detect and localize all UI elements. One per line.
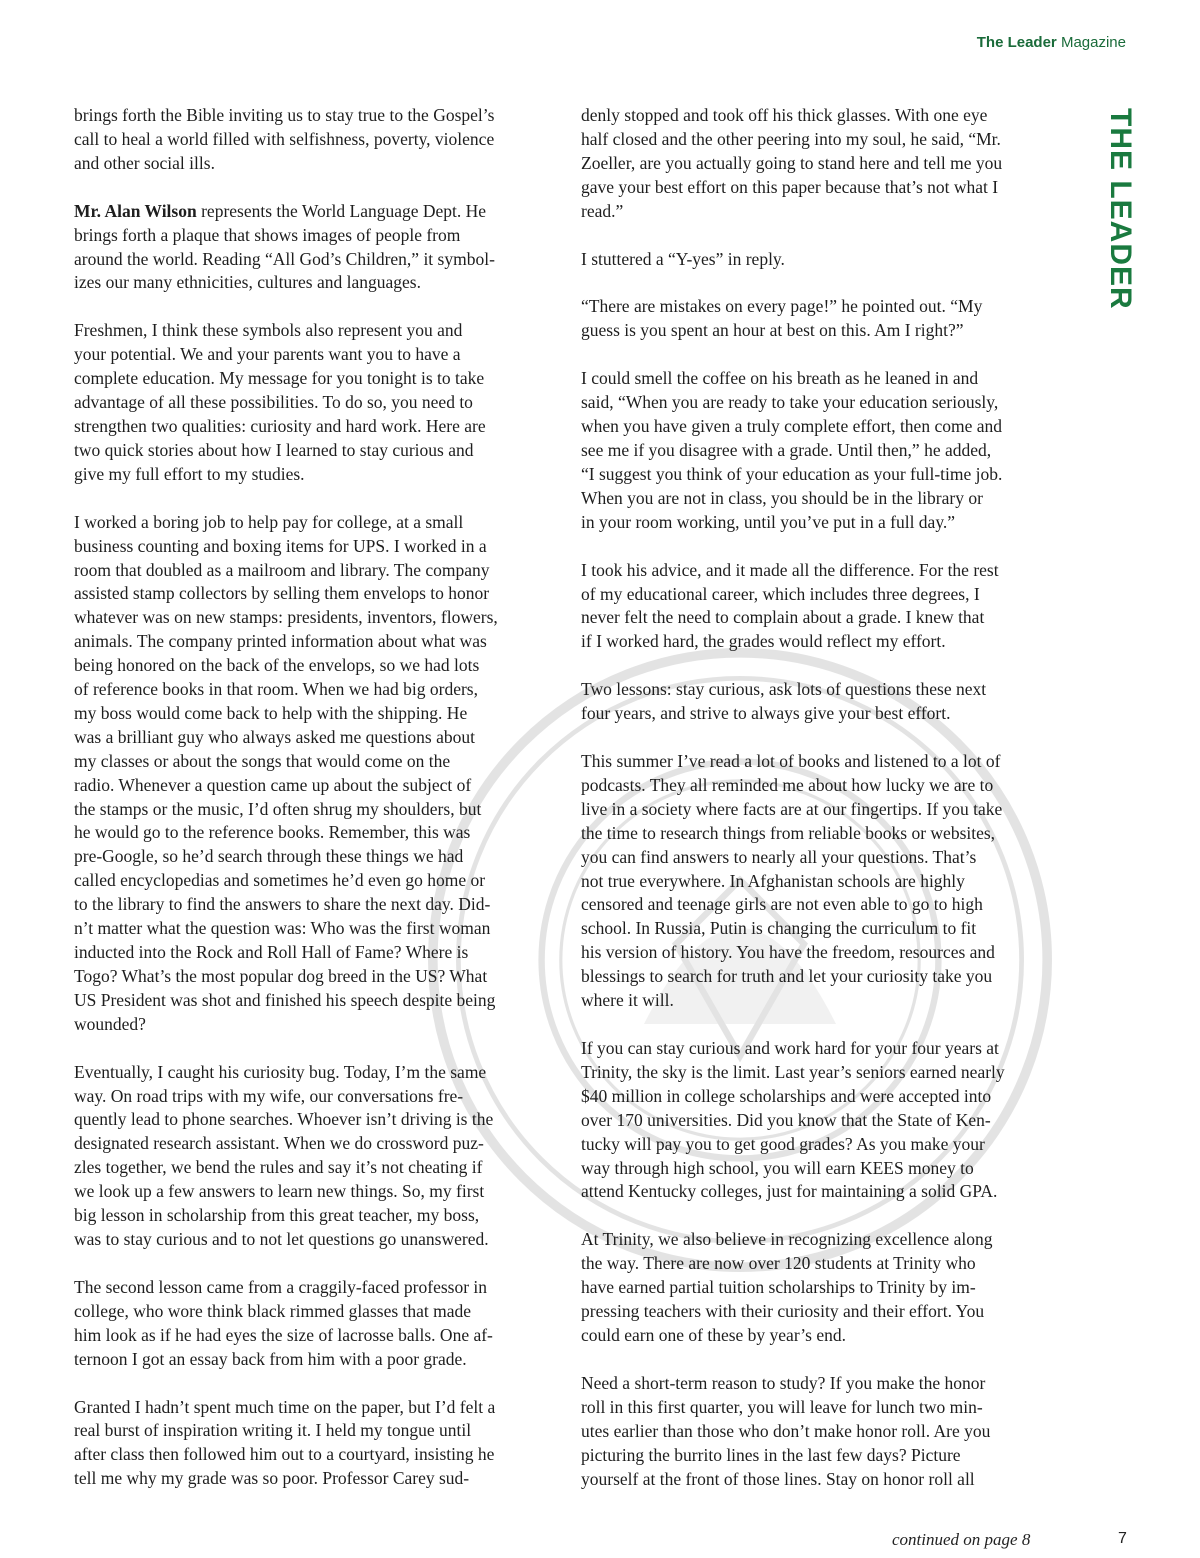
paragraph: I worked a boring job to help pay for college, at a small business counting and boxing items for UPS. I worked in a room that doubled as a mailroom and library. The company assisted stamp collectors by selling them envelops to honor whatever was on new stamps: presidents, inventors, flowers, animals. The company printed information about what was being honored on the back of the envelops, so we had lots of reference books in that room. When we had big orders, my boss would come back to help with the shipping. He was a brilliant guy who always asked me questions about my classes or about the songs that would come on the radio. Whenever a question came up about the subject of the stamps or the music, I’d often shrug my shoulders, but he would go to the reference books. Remember, this was pre-Google, so he’d search through these things we had called encyclopedias and sometimes he’d even go home or to the library to find the answers to share the next day. Did- n’t matter what the question was: Who was the first woman inducted into the Rock and Roll Hall of Fame? Where is Togo? What’s the most popular dog breed in the US? What US President was shot and finished his speech despite being wounded?: [74, 511, 498, 1034]
paragraph: Eventually, I caught his curiosity bug. Today, I’m the same way. On road trips with my wife, our conversations fre- quently lead to phone searches. Whoever isn’t driving is the designated research assistant. When we do crossword puz- zles together, we bend the rules and say it’s not cheating if we look up a few answers to learn new things. So, my first big lesson in scholarship from this great teacher, my boss, was to stay curious and to not let questions go unanswered.: [74, 1061, 494, 1249]
header-brand: The Leader: [976, 34, 1057, 51]
paragraph: Freshmen, I think these symbols also represent you and your potential. We and your parents want you to have a complete education. My message for you tonight is to take advantage of all these possibilities. To do so, you need to strengthen two qualities: curiosity and hard work. Here are two quick stories about how I learned to stay curious and give my full effort to my studies.: [74, 320, 486, 484]
paragraph: Need a short-term reason to study? If you make the honor roll in this first quarter, you will leave for lunch two min- utes earlier than those who don’t make honor roll. Are you picturing the burrito lines in the last few days? Picture yourself at the front of those lines. Stay on honor roll all: [581, 1372, 991, 1489]
paragraph-text: represents the World Language Dept. He brings forth a plaque that shows images of people from around the world. Reading “All God’s Children,” it symbol- izes our many ethnicities, cultures and languages.: [74, 200, 495, 293]
paragraph: At Trinity, we also believe in recognizing excellence along the way. There are now over 120 students at Trinity who have earned partial tuition scholarships to Trinity by im- pressing teachers with their curiosity and their effort. You could earn one of these by year’s end.: [581, 1229, 993, 1345]
page-number: 7: [1118, 1530, 1127, 1547]
paragraph: “There are mistakes on every page!” he pointed out. “My guess is you spent an hour at best on this. Am I right?”: [581, 296, 983, 341]
paragraph: denly stopped and took off his thick glasses. With one eye half closed and the other peering into my soul, he said, “Mr. Zoeller, are you actually going to stand here and tell me you gave your best effort on this paper because that’s not what I read.”: [581, 105, 1003, 221]
continued-link[interactable]: continued on page 8: [892, 1530, 1031, 1549]
paragraph: I stuttered a “Y-yes” in reply.: [581, 248, 785, 269]
paragraph: This summer I’ve read a lot of books and listened to a lot of podcasts. They all reminded me about how lucky we are to live in a society where facts are at our fingertips. If you take the time to research things from reliable books or websites, you can find answers to nearly all your questions. That’s not true everywhere. In Afghanistan schools are highly censored and teenage girls are not even able to go to high school. In Russia, Putin is changing the curriculum to fit his version of history. You have the freedom, resources and blessings to search for truth and let your curiosity take you where it will.: [581, 751, 1003, 1011]
paragraph: Two lessons: stay curious, ask lots of questions these next four years, and strive to always give your best effort.: [581, 679, 987, 724]
paragraph: Granted I hadn’t spent much time on the paper, but I’d felt a real burst of inspiration writing it. I held my tongue until after class then followed him out to a courtyard, insisting he tell me why my grade was so poor. Professor Carey sud-: [74, 1396, 496, 1489]
paragraph: If you can stay curious and work hard for your four years at Trinity, the sky is the limit. Last year’s seniors earned nearly $40 million in college scholarships and were accepted into over 170 universities. Did you know that the State of Ken- tucky will pay you to get good grades? As you make your way through high school, you will earn KEES money to attend Kentucky colleges, just for maintaining a solid GPA.: [581, 1038, 1005, 1202]
left-column: [74, 104, 552, 1515]
side-tab-title: THE LEADER: [1104, 108, 1137, 310]
magazine-header: [977, 34, 1126, 51]
paragraph: brings forth the Bible inviting us to stay true to the Gospel’s call to heal a world filled with selfishness, poverty, violence and other social ills.: [74, 105, 495, 173]
right-column: [581, 104, 1059, 1515]
paragraph: The second lesson came from a craggily-faced professor in college, who wore think black rimmed glasses that made him look as if he had eyes the size of lacrosse balls. One af- ternoon I got an essay back from him with a poor grade.: [74, 1276, 493, 1369]
paragraph: I could smell the coffee on his breath as he leaned in and said, “When you are ready to take your education seriously, when you have given a truly complete effort, then come and see me if you disagree with a grade. Until then,” he added, “I suggest you think of your education as your full-time job. When you are not in class, you should be in the library or in your room working, until you’ve put in a full day.”: [581, 368, 1003, 532]
header-publication: Magazine: [1060, 34, 1126, 51]
speaker-name: Mr. Alan Wilson: [74, 200, 197, 221]
paragraph: [74, 200, 552, 296]
paragraph: I took his advice, and it made all the difference. For the rest of my educational career, which includes three degrees, I never felt the need to complain about a grade. I knew that if I worked hard, the grades would reflect my effort.: [581, 559, 999, 652]
